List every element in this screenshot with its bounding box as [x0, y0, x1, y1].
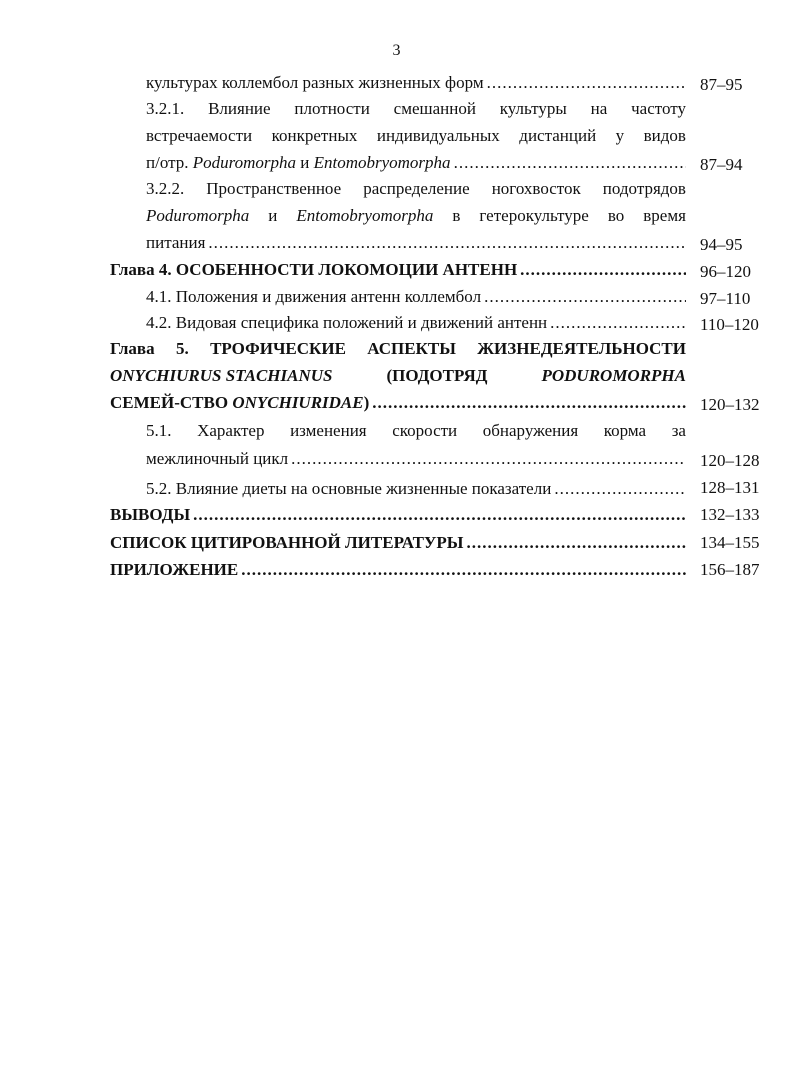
toc-page-range: 128–131 — [700, 478, 760, 497]
toc-word: АСПЕКТЫ — [367, 339, 456, 358]
leader-dots — [451, 152, 686, 174]
toc-chapter-5-line3 — [110, 392, 686, 414]
toc-text: СЕМЕЙ-СТВО — [110, 393, 233, 412]
toc-word: Влияние — [208, 99, 271, 118]
leader-dots — [238, 559, 686, 581]
toc-conclusions — [110, 504, 686, 526]
toc-word: подотрядов — [602, 179, 686, 198]
toc-entry-5-1-line1 — [146, 420, 686, 442]
taxon-poduromorpha: PODUROMORPHA — [541, 366, 686, 385]
toc-chapter-5-line1 — [110, 338, 686, 360]
toc-page-range: 97–110 — [700, 289, 751, 308]
toc-word: (ПОДОТРЯД — [386, 366, 488, 385]
toc-page-range: 87–94 — [700, 155, 743, 174]
toc-word: ЖИЗНЕДЕЯТЕЛЬНОСТИ — [477, 339, 686, 358]
toc-page-range: 110–120 — [700, 315, 759, 334]
leader-dots — [484, 72, 686, 94]
toc-page-range: 120–128 — [700, 451, 760, 470]
toc-entry-text: питания — [146, 233, 206, 252]
leader-dots — [547, 312, 686, 334]
toc-word: корма — [603, 421, 647, 440]
leader-dots — [517, 259, 686, 281]
leader-dots — [205, 232, 686, 254]
taxon-poduromorpha: Poduromorpha — [192, 153, 296, 172]
toc-word: 5.1. — [146, 421, 172, 440]
toc-appendix — [110, 559, 686, 581]
toc-word: плотности — [294, 99, 370, 118]
toc-word: встречаемости — [146, 126, 253, 145]
toc-entry-3-2-1-line2 — [146, 125, 686, 147]
toc-word: 3.2.2. — [146, 179, 185, 198]
toc-word: у — [615, 126, 625, 145]
toc-word: во — [607, 206, 625, 225]
toc-word: Глава — [110, 339, 155, 358]
taxon-poduromorpha: Poduromorpha — [146, 206, 250, 225]
leader-dots — [463, 532, 686, 554]
toc-entry-3-2-1-line1 — [146, 98, 686, 120]
toc-page-range: 132–133 — [700, 505, 760, 524]
leader-dots — [369, 392, 686, 414]
leader-dots — [551, 478, 686, 500]
toc-entry-text: 5.2. Влияние диеты на основные жизненные показатели — [146, 479, 552, 498]
toc-entry-text: культурах коллембол разных жизненных форм — [146, 73, 484, 92]
toc-page-range: 96–120 — [700, 262, 751, 281]
toc-entry-text: СПИСОК ЦИТИРОВАННОЙ ЛИТЕРАТУРЫ — [110, 533, 464, 552]
toc-entry-culture-forms — [146, 72, 686, 94]
leader-dots — [190, 504, 686, 526]
toc-word: дистанций — [519, 126, 597, 145]
toc-word: за — [671, 421, 686, 440]
taxon-onychiuridae: ONYCHIURIDAE — [232, 393, 364, 412]
toc-page-range: 87–95 — [700, 75, 743, 94]
toc-page-range: 120–132 — [700, 395, 760, 414]
toc-word: частоту — [631, 99, 686, 118]
toc-word: ТРОФИЧЕСКИЕ — [210, 339, 346, 358]
toc-word: на — [590, 99, 608, 118]
toc-chapter-4 — [110, 259, 686, 281]
toc-entry-5-2 — [146, 478, 686, 500]
toc-entry-4-2 — [146, 312, 686, 334]
toc-entry-text: ВЫВОДЫ — [110, 505, 191, 524]
toc-text: и — [296, 153, 314, 172]
leader-dots — [481, 286, 686, 308]
toc-entry-text: 4.1. Положения и движения антенн коллембол — [146, 287, 482, 306]
toc-references — [110, 532, 686, 554]
page-number: 3 — [392, 42, 401, 59]
toc-word: видов — [643, 126, 686, 145]
toc-entry-3-2-2-line1 — [146, 178, 686, 200]
toc-word: изменения — [290, 421, 367, 440]
toc-entry-3-2-1-line3 — [146, 152, 686, 174]
toc-word: распределение — [363, 179, 470, 198]
toc-word: индивидуальных — [376, 126, 500, 145]
taxon-entomobryomorpha: Entomobryomorpha — [313, 153, 451, 172]
toc-entry-text: 4.2. Видовая специфика положений и движений антенн — [146, 313, 548, 332]
toc-word: 5. — [175, 339, 189, 358]
toc-word: гетерокультуре — [479, 206, 589, 225]
toc-entry-3-2-2-line3 — [146, 232, 686, 254]
toc-word: обнаружения — [482, 421, 579, 440]
toc-word: время — [643, 206, 686, 225]
toc-word: конкретных — [271, 126, 358, 145]
toc-page-range: 156–187 — [700, 560, 760, 579]
toc-word: 3.2.1. — [146, 99, 185, 118]
toc-entry-text: межлиночный цикл — [146, 449, 289, 468]
toc-entry-text: Глава 4. ОСОБЕННОСТИ ЛОКОМОЦИИ АНТЕНН — [110, 260, 518, 279]
toc-word: в — [452, 206, 461, 225]
toc-text: ) — [363, 393, 370, 412]
toc-word: Характер — [197, 421, 265, 440]
toc-word: культуры — [499, 99, 567, 118]
toc-text: п/отр. — [146, 153, 193, 172]
toc-word: смешанной — [393, 99, 476, 118]
toc-word: и — [268, 206, 278, 225]
toc-entry-4-1 — [146, 286, 686, 308]
taxon-entomobryomorpha: Entomobryomorpha — [296, 206, 434, 225]
toc-entry-3-2-2-line2 — [146, 205, 686, 227]
taxon-onychiurus-stachianus: ONYCHIURUS STACHIANUS — [110, 366, 333, 385]
toc-entry-text: ПРИЛОЖЕНИЕ — [110, 560, 239, 579]
toc-word: Пространственное — [206, 179, 342, 198]
toc-page-range: 94–95 — [700, 235, 743, 254]
toc-entry-5-1-line2 — [146, 448, 686, 470]
leader-dots — [288, 448, 686, 470]
toc-word: ногохвосток — [491, 179, 581, 198]
toc-chapter-5-line2 — [110, 365, 686, 387]
toc-page-range: 134–155 — [700, 533, 760, 552]
toc-word: скорости — [392, 421, 458, 440]
